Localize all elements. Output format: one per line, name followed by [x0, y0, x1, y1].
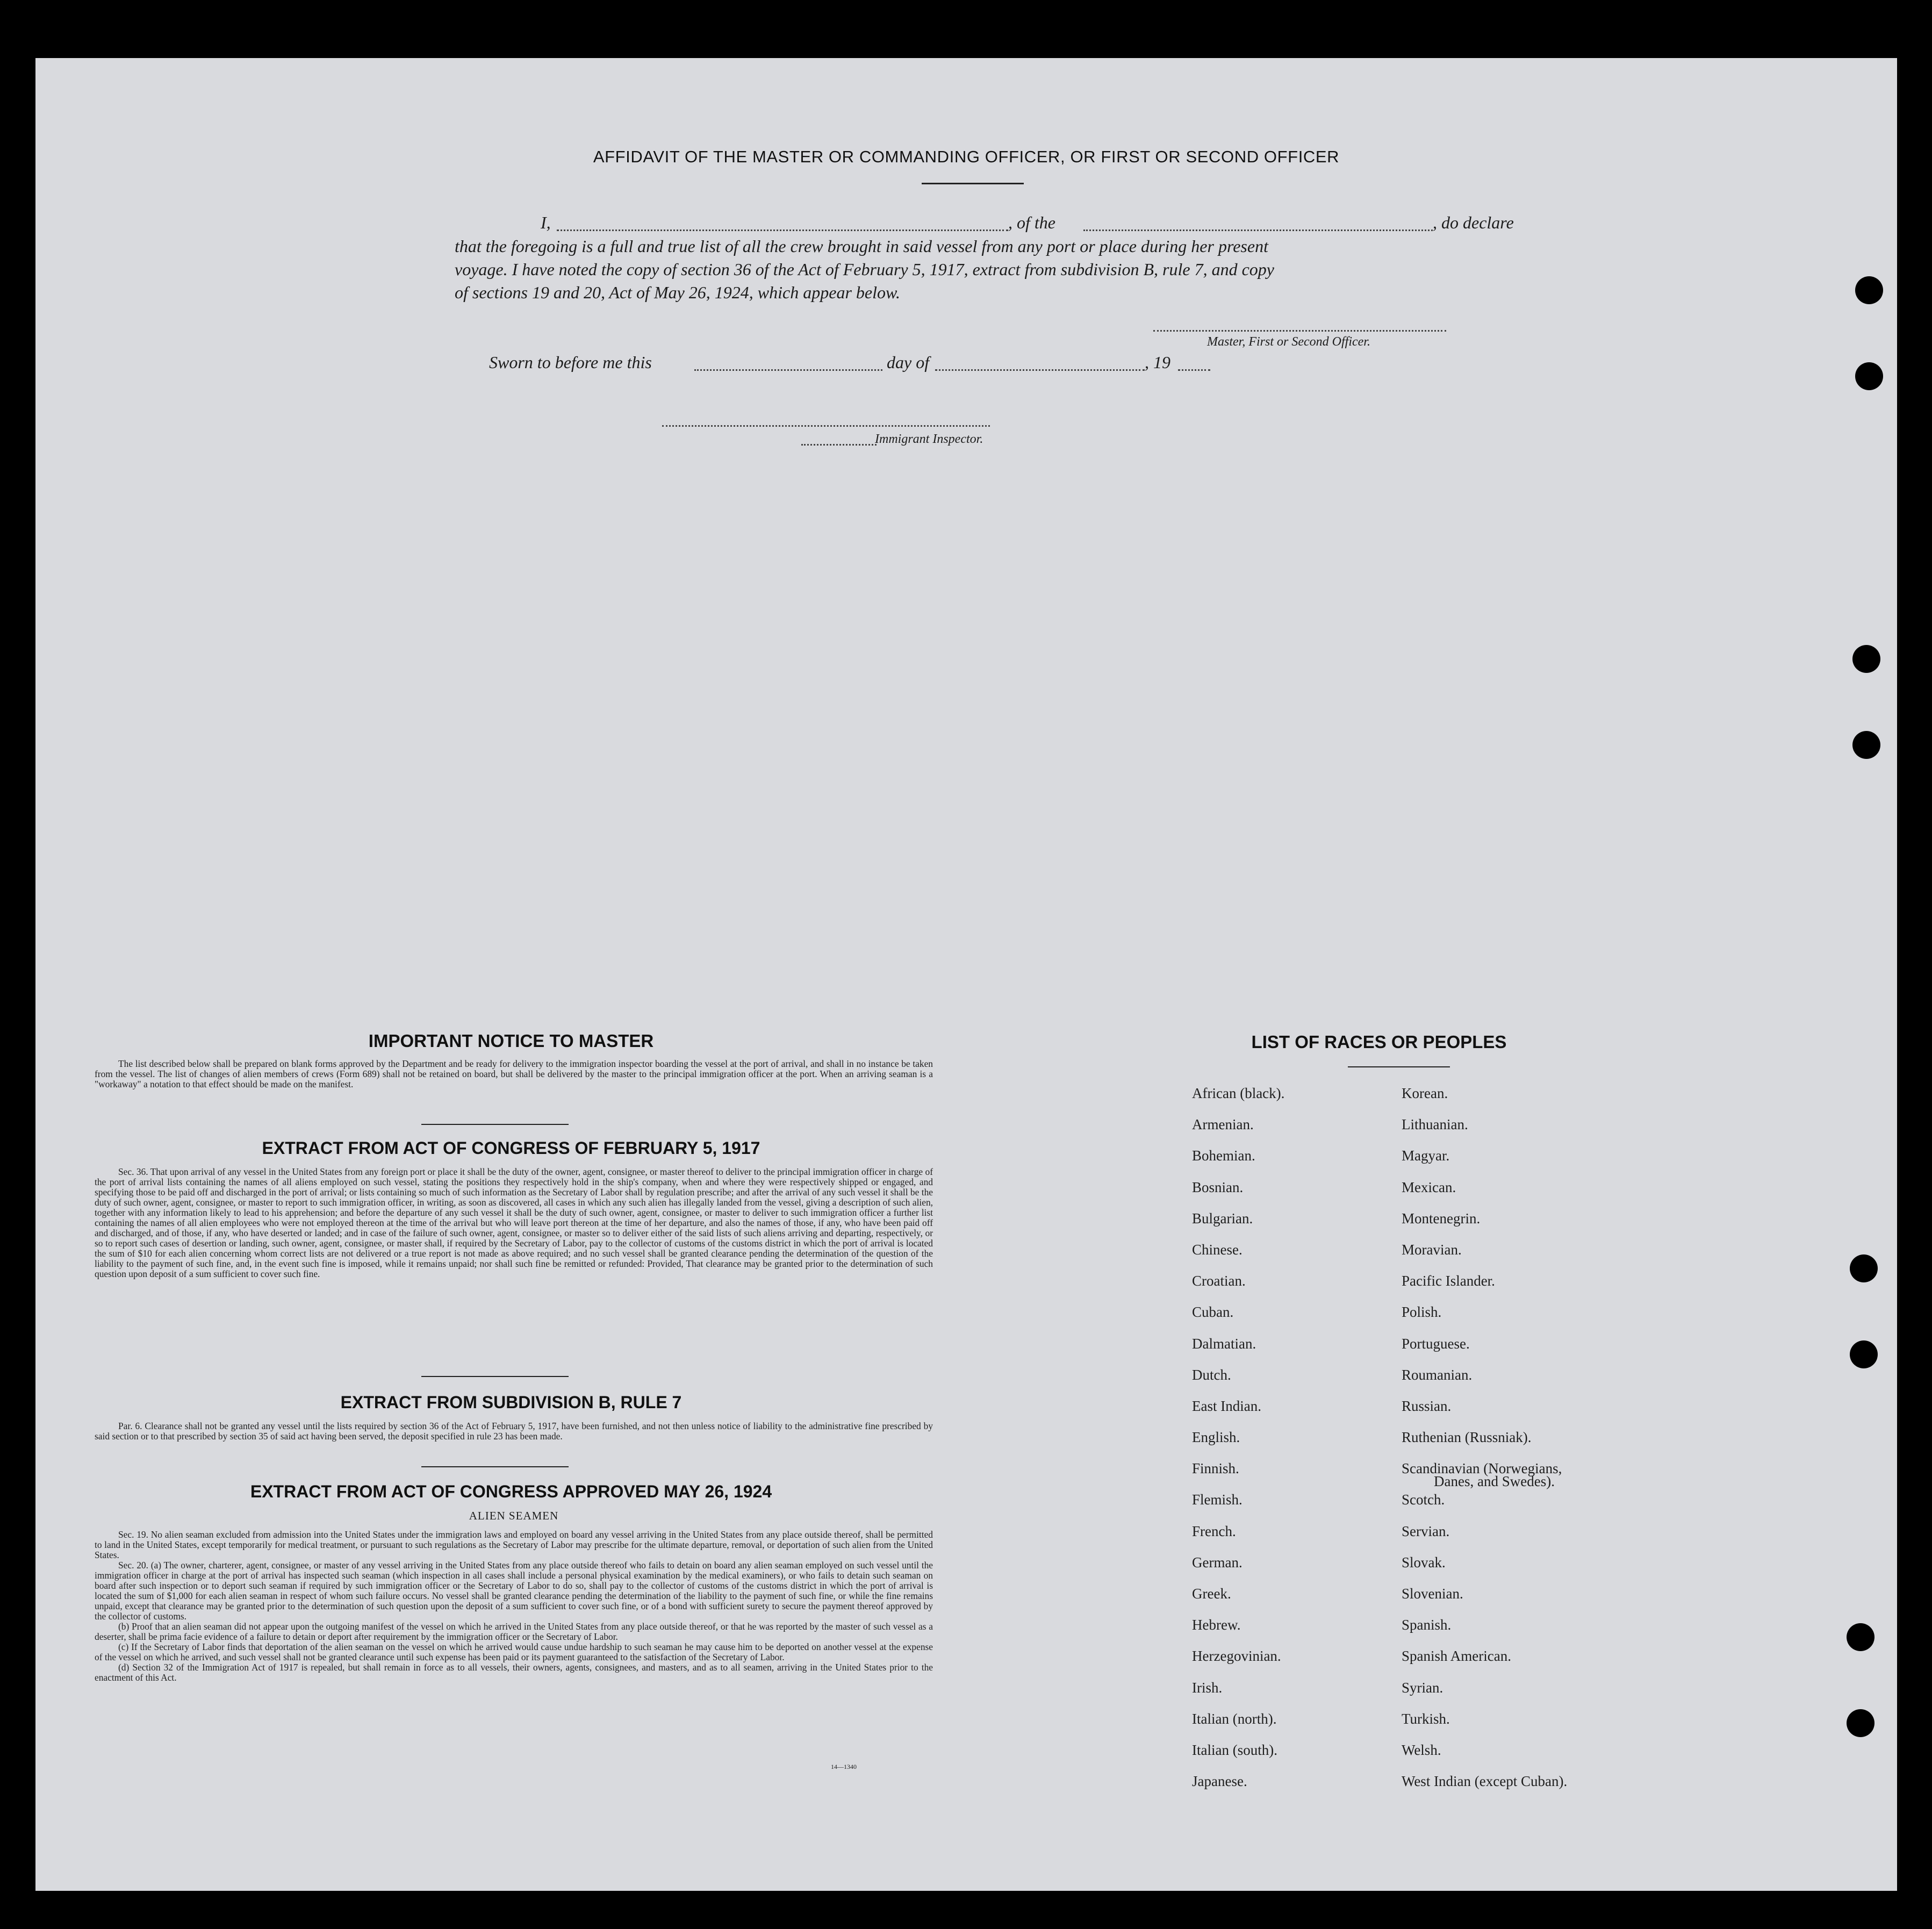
punch-hole — [1850, 1254, 1878, 1282]
notice-paragraph: The list described below shall be prepared on blank forms approved by the Department and be ready for delivery to the immigration inspector boarding the vessel at the port of arrival, and shall in no instance be taken from the vessel. The list of changes of alien members of crews (Form 689) shall not be retained on board, but shall be delivered by the master to the principal immigration officer at the port. When an arriving seaman is a "workaway" a notation to that effect should be made on the manifest. — [95, 1058, 933, 1089]
punch-hole — [1855, 362, 1883, 390]
sec-19-paragraph: Sec. 19. No alien seaman excluded from admission into the United States under the immigration laws and employed on board any vessel arriving in the United States from any place outside thereof, shall be permitted to land in the United States, except temporarily for medical treatment, or pursuant to such regulations as the Secretary of Labor may prescribe for the ultimate departure, removal, or deportation of such alien from the United States. — [95, 1529, 933, 1560]
race-item: Turkish. — [1402, 1710, 1450, 1727]
name-blank[interactable] — [557, 230, 1008, 231]
race-item: Bulgarian. — [1192, 1210, 1253, 1227]
race-item: Syrian. — [1402, 1679, 1443, 1696]
race-item: German. — [1192, 1554, 1242, 1571]
rule-7-body — [95, 1421, 933, 1442]
race-item: Bohemian. — [1192, 1148, 1255, 1164]
vessel-blank[interactable] — [1083, 230, 1433, 231]
notice-title: IMPORTANT NOTICE TO MASTER — [368, 1031, 654, 1051]
race-item: Magyar. — [1402, 1148, 1450, 1164]
extract-1917-body — [95, 1167, 933, 1279]
race-item: Russian. — [1402, 1397, 1452, 1414]
races-left-column — [1192, 1078, 1396, 1797]
race-item: African (black). — [1192, 1085, 1285, 1101]
affidavit-title: AFFIDAVIT OF THE MASTER OR COMMANDING OFFICER, OR FIRST OR SECOND OFFICER — [593, 147, 1340, 166]
race-item: West Indian (except Cuban). — [1402, 1773, 1568, 1790]
inspector-signature-blank[interactable] — [662, 425, 990, 427]
sec-20c-paragraph: (c) If the Secretary of Labor finds that deportation of the alien seaman on the vessel on which he arrived would cause undue hardship to such seaman he may cause him to be deported on another vessel at the expense of the vessel on which he arrived, and such vessel shall not be granted clearance until such expense has been paid or its payment guaranteed to the satisfaction of the Secretary of Labor. — [95, 1641, 933, 1662]
race-item: Montenegrin. — [1402, 1210, 1481, 1227]
races-underline — [1348, 1066, 1450, 1067]
race-item: English. — [1192, 1429, 1240, 1446]
race-item: Italian (south). — [1192, 1741, 1277, 1758]
punch-hole — [1847, 1623, 1874, 1651]
form-sheet — [35, 58, 1897, 1891]
affidavit-declare: , do declare — [1433, 213, 1514, 232]
race-item: Croatian. — [1192, 1273, 1246, 1289]
sworn-line — [489, 353, 1241, 374]
punch-hole — [1855, 276, 1883, 304]
race-item: Japanese. — [1192, 1773, 1247, 1790]
affidavit-line-1 — [503, 213, 1535, 234]
punch-hole — [1852, 645, 1880, 673]
sworn-year-blank[interactable] — [1178, 369, 1210, 371]
divider-1 — [421, 1124, 569, 1125]
year-text: , 19 — [1145, 353, 1170, 372]
race-item: Ruthenian (Russniak). — [1402, 1429, 1532, 1446]
race-item: Portuguese. — [1402, 1335, 1470, 1352]
race-item: Slovak. — [1402, 1554, 1446, 1571]
race-item: Polish. — [1402, 1304, 1442, 1321]
affidavit-line-3: voyage. I have noted the copy of section 36 of the Act of February 5, 1917, extract from subdivision B, rule 7, and copy — [455, 260, 1274, 279]
race-item: Mexican. — [1402, 1179, 1456, 1195]
form-number: 14—1340 — [831, 1763, 857, 1770]
affidavit-line-2: that the foregoing is a full and true list of all the crew brought in said vessel from any port or place during her present — [455, 236, 1268, 256]
rule-7-title: EXTRACT FROM SUBDIVISION B, RULE 7 — [340, 1393, 682, 1412]
races-title: LIST OF RACES OR PEOPLES — [1251, 1032, 1507, 1052]
sworn-month-blank[interactable] — [935, 369, 1145, 371]
sec-20a-paragraph: Sec. 20. (a) The owner, charterer, agent, consignee, or master of any vessel arriving in the United States from any place outside thereof who fails to detain on board any alien seaman employed on such vessel until the immigration officer in charge at the port of arrival has inspected such seaman (which inspection in all cases shall include a personal physical examination by the medical examiners), or who fails to detain such seaman on board after such inspection or to deport such seaman if required by such immigration officer or the Secretary of Labor to do so, shall pay to the collector of customs of the customs district in which the port of arrival is located the sum of $1,000 for each alien seaman in respect of whom such failure occurs. No vessel shall be granted clearance pending the determination of the liability to the payment of such fine, or while the fine remains unpaid, except that clearance may be granted prior to the determination of such question upon the deposit of a sum sufficient to cover such fine, or of a bond with sufficient surety to secure the payment thereof approved by the collector of customs. — [95, 1560, 933, 1622]
affidavit-i: I, — [541, 213, 551, 232]
alien-seamen-subtitle: ALIEN SEAMEN — [469, 1509, 559, 1522]
race-item: French. — [1192, 1523, 1236, 1539]
race-item: Hebrew. — [1192, 1617, 1241, 1633]
race-item: Spanish American. — [1402, 1648, 1511, 1665]
race-item: Armenian. — [1192, 1116, 1254, 1133]
race-item: Dutch. — [1192, 1366, 1231, 1383]
race-item: Slovenian. — [1402, 1586, 1463, 1602]
extract-1924-title: EXTRACT FROM ACT OF CONGRESS APPROVED MAY 26, 1924 — [250, 1482, 772, 1501]
inspector-prefix-dots — [801, 444, 877, 446]
race-item: Finnish. — [1192, 1460, 1239, 1477]
extract-1924-body — [95, 1530, 933, 1683]
races-right-column — [1402, 1078, 1703, 1797]
sec-36-paragraph: Sec. 36. That upon arrival of any vessel in the United States from any foreign port or place it shall be the duty of the owner, agent, consignee, or master thereof to deliver to the principal immigration officer in charge of the port of arrival lists containing the names of all aliens employed on such vessel, stating the positions they respectively hold in the ship's company, when and where they were respectively shipped or engaged, and specifying those to be paid off and discharged in the port of arrival; or lists containing so much of such information as the Secretary of Labor shall by regulation prescribe; and after the arrival of any such vessel it shall be the duty of such owner, agent, consignee, or master to report to such immigration officer, in writing, as soon as discovered, all cases in which any such alien has illegally landed from the vessel, giving a description of such alien, together with any information likely to lead to his apprehension; and before the departure of any such vessel it shall be the duty of such owner, agent, consignee, or master to deliver to such immigration officer a further list containing the names of all alien employees who were not employed thereon at the time of the arrival but who will leave port thereon at the time of her departure, and also the names of those, if any, who have been paid off and discharged, and of those, if any, who have deserted or landed; and in case of the failure of such owner, agent, consignee, or master so to deliver either of the said lists of such aliens arriving and departing, respectively, or so to report such cases of desertion or landing, such owner, agent, consignee, or master shall, if required by the Secretary of Labor, pay to the collector of customs of the customs district in which the port of arrival is located the sum of $10 for each alien concerning whom correct lists are not delivered or a true report is not made as above required; and no such vessel shall be granted clearance pending the determination of the question of the liability to the payment of such fine, and, in the event such fine is imposed, while it remains unpaid; nor shall such fine be remitted or refunded: Provided, That clearance may be granted prior to the determination of such question upon deposit of a sum sufficient to cover such fine. — [95, 1166, 933, 1279]
race-item: Korean. — [1402, 1085, 1448, 1101]
race-item: Spanish. — [1402, 1617, 1452, 1633]
race-item: Flemish. — [1192, 1491, 1242, 1508]
race-item: Bosnian. — [1192, 1179, 1244, 1195]
race-item: Welsh. — [1402, 1741, 1441, 1758]
inspector-caption: Immigrant Inspector. — [875, 432, 983, 446]
affidavit-of-the: , of the — [1008, 213, 1055, 232]
master-caption: Master, First or Second Officer. — [1207, 335, 1370, 349]
punch-hole — [1847, 1709, 1874, 1737]
affidavit-line-4: of sections 19 and 20, Act of May 26, 1924, which appear below. — [455, 283, 900, 302]
race-item: Roumanian. — [1402, 1366, 1473, 1383]
title-underline — [922, 183, 1024, 184]
punch-hole — [1850, 1340, 1878, 1368]
race-item: Chinese. — [1192, 1241, 1242, 1258]
divider-2 — [421, 1376, 569, 1377]
sec-20b-paragraph: (b) Proof that an alien seaman did not appear upon the outgoing manifest of the vessel on which he arrived in the United States from any place outside thereof, or that he was reported by the master of such vessel as a deserter, shall be prima facie evidence of a failure to detain or deport after requirement by the immigration officer or the Secretary of Labor. — [95, 1621, 933, 1642]
race-item: Lithuanian. — [1402, 1116, 1468, 1133]
punch-hole — [1852, 731, 1880, 759]
race-item-scandinavian-cont: Danes, and Swedes). — [1434, 1473, 1555, 1490]
notice-body — [95, 1059, 933, 1089]
sworn-day-blank[interactable] — [694, 369, 882, 371]
race-item: Dalmatian. — [1192, 1335, 1256, 1352]
race-item: Herzegovinian. — [1192, 1648, 1281, 1665]
race-item: Moravian. — [1402, 1241, 1462, 1258]
race-item: Italian (north). — [1192, 1710, 1277, 1727]
race-item: Irish. — [1192, 1679, 1223, 1696]
divider-3 — [421, 1466, 569, 1467]
race-item: Cuban. — [1192, 1304, 1234, 1321]
race-item: Servian. — [1402, 1523, 1450, 1539]
sworn-text: Sworn to before me this — [489, 353, 652, 372]
race-item — [1402, 1453, 1703, 1490]
race-item: Scotch. — [1402, 1491, 1445, 1508]
sec-20d-paragraph: (d) Section 32 of the Immigration Act of 1917 is repealed, but shall remain in force as to all vessels, their owners, agents, consignees, and masters, and as to all seamen, arriving in the United States prior to the enactment of this Act. — [95, 1662, 933, 1683]
extract-1917-title: EXTRACT FROM ACT OF CONGRESS OF FEBRUARY 5, 1917 — [262, 1138, 760, 1158]
race-item: Pacific Islander. — [1402, 1273, 1495, 1289]
master-signature-blank[interactable] — [1153, 330, 1446, 332]
par-6-paragraph: Par. 6. Clearance shall not be granted any vessel until the lists required by section 36 of the Act of February 5, 1917, have been furnished, and not then unless notice of liability to the administrative fine prescribed by said section or to that prescribed by section 35 of said act having been served, the deposit specified in rule 23 has been made. — [95, 1421, 933, 1442]
race-item: Greek. — [1192, 1586, 1231, 1602]
race-item: East Indian. — [1192, 1397, 1261, 1414]
race-item-scandinavian: Scandinavian (Norwegians, — [1402, 1460, 1562, 1477]
day-of-text: day of — [887, 353, 930, 372]
